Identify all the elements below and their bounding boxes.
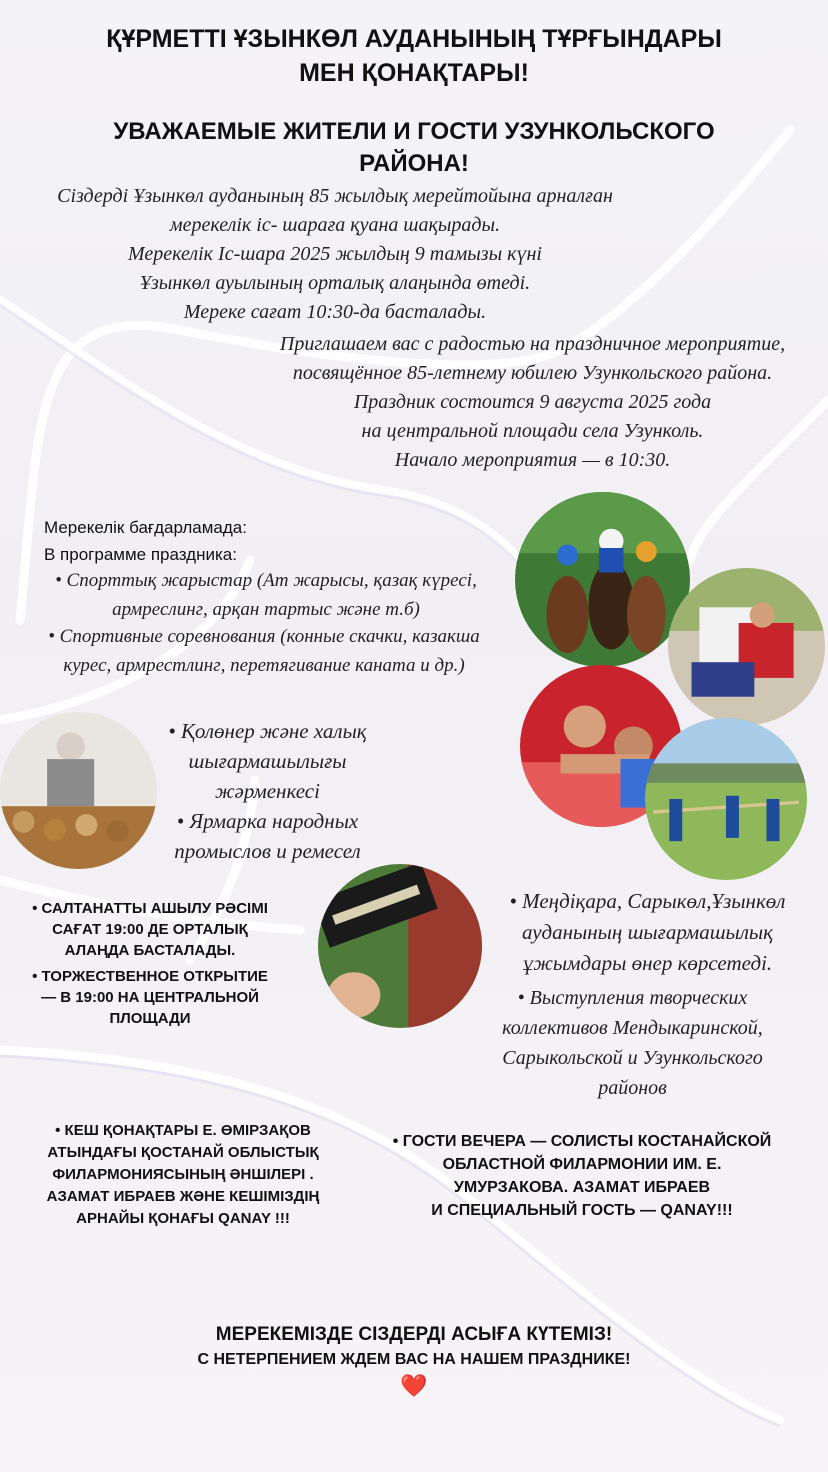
guests-ru-line: УМУРЗАКОВА. АЗАМАТ ИБРАЕВ bbox=[453, 1179, 711, 1196]
opening-ceremony-russian bbox=[10, 966, 290, 1029]
crafts-kz-line: жәрменкесі bbox=[215, 779, 320, 803]
closing-message bbox=[0, 1322, 828, 1400]
perf-ru-line: районов bbox=[598, 1077, 667, 1099]
guests-ru-line: • ГОСТИ ВЕЧЕРА — СОЛИСТЫ КОСТАНАЙСКОЙ bbox=[392, 1133, 772, 1150]
program-heading-ru: В программе праздника: bbox=[44, 545, 237, 564]
performances-russian bbox=[460, 983, 805, 1103]
invite-kz-line: Мереке сағат 10:30-да басталады. bbox=[183, 301, 487, 323]
crafts-kz-line: • Қолөнер және халық bbox=[168, 719, 367, 743]
invitation-russian bbox=[240, 330, 825, 475]
title-kz-line-2: МЕН ҚОНАҚТАРЫ! bbox=[299, 59, 529, 87]
sports-list-kazakh bbox=[6, 566, 526, 624]
invite-kz-line: Сіздерді Ұзынкөл ауданының 85 жылдық мерейтойына арналған bbox=[57, 185, 613, 207]
sports-kz-line: армреслинг, арқан тартыс және т.б) bbox=[112, 599, 420, 620]
perf-ru-line: Сарыкольской и Узункольского bbox=[502, 1047, 763, 1069]
wrestling-photo bbox=[668, 568, 825, 725]
title-ru-line-1: УВАЖАЕМЫЕ ЖИТЕЛИ И ГОСТИ УЗУНКОЛЬСКОГО bbox=[113, 118, 715, 145]
invite-ru-line: Праздник состоится 9 августа 2025 года bbox=[353, 391, 712, 413]
invite-ru-line: на центральной площади села Узунколь. bbox=[361, 420, 704, 442]
guests-kz-line: АЗАМАТ ИБРАЕВ ЖӘНЕ КЕШІМІЗДІҢ bbox=[46, 1188, 320, 1205]
horse-race-photo bbox=[515, 492, 690, 667]
guests-kz-line: ФИЛАРМОНИЯСЫНЫҢ ӘНШІЛЕРІ . bbox=[52, 1166, 314, 1183]
opening-ru-line: ПЛОЩАДИ bbox=[109, 1010, 191, 1027]
sports-list-russian bbox=[4, 622, 524, 680]
evening-guests-kazakh bbox=[18, 1120, 348, 1230]
crafts-kz-line: шығармашылығы bbox=[188, 749, 347, 773]
performances-kazakh bbox=[470, 886, 825, 979]
opening-kz-line: САҒАТ 19:00 ДЕ ОРТАЛЫҚ bbox=[52, 921, 248, 938]
closing-ru: С НЕТЕРПЕНИЕМ ЖДЕМ ВАС НА НАШЕМ ПРАЗДНИКЕ! bbox=[197, 1351, 631, 1368]
opening-kz-line: • САЛТАНАТТЫ АШЫЛУ РӘСІМІ bbox=[32, 900, 268, 917]
crafts-fair-photo bbox=[0, 712, 157, 869]
program-heading-kz: Мерекелік бағдарламада: bbox=[44, 518, 247, 537]
crafts-ru-line: промыслов и ремесел bbox=[174, 839, 361, 863]
evening-guests-russian bbox=[372, 1130, 792, 1222]
crafts-ru-line: • Ярмарка народных bbox=[176, 809, 359, 833]
opening-ru-line: — В 19:00 НА ЦЕНТРАЛЬНОЙ bbox=[41, 989, 259, 1006]
guests-ru-line: ОБЛАСТНОЙ ФИЛАРМОНИИ ИМ. Е. bbox=[442, 1156, 722, 1173]
invitation-kazakh bbox=[10, 182, 660, 327]
invite-ru-line: Приглашаем вас с радостью на праздничное мероприятие, bbox=[279, 333, 786, 355]
guests-kz-line: • КЕШ ҚОНАҚТАРЫ Е. ӨМІРЗАҚОВ bbox=[55, 1122, 311, 1139]
perf-kz-line: ұжымдары өнер көрсетеді. bbox=[522, 951, 773, 975]
guests-ru-line: И СПЕЦИАЛЬНЫЙ ГОСТЬ — QANAY!!! bbox=[431, 1202, 733, 1219]
title-kazakh bbox=[60, 22, 768, 90]
title-kz-line-1: ҚҰРМЕТТІ ҰЗЫНКӨЛ АУДАНЫНЫҢ ТҰРҒЫНДАРЫ bbox=[106, 25, 722, 53]
invite-kz-line: мерекелік іс- шараға қуана шақырады. bbox=[169, 214, 501, 236]
title-ru-line-2: РАЙОНА! bbox=[359, 150, 469, 177]
guests-kz-line: АТЫНДАҒЫ ҚОСТАНАЙ ОБЛЫСТЫҚ bbox=[47, 1144, 319, 1161]
program-heading bbox=[44, 514, 344, 568]
guests-kz-line: АРНАЙЫ ҚОНАҒЫ QANAY !!! bbox=[76, 1210, 290, 1227]
closing-kz: МЕРЕКЕМІЗДЕ СІЗДЕРДІ АСЫҒА КҮТЕМІЗ! bbox=[215, 1324, 613, 1345]
perf-kz-line: ауданының шығармашылық bbox=[522, 920, 773, 944]
invite-kz-line: Ұзынкөл ауылының орталық алаңында өтеді. bbox=[139, 272, 531, 294]
tug-of-war-photo bbox=[645, 718, 807, 880]
sports-ru-line: • Спортивные соревнования (конные скачки, казакша bbox=[48, 626, 480, 647]
dombra-photo bbox=[318, 864, 482, 1028]
invite-ru-line: посвящённое 85-летнему юбилею Узункольского района. bbox=[292, 362, 773, 384]
crafts-fair-text bbox=[150, 716, 385, 866]
opening-ru-line: • ТОРЖЕСТВЕННОЕ ОТКРЫТИЕ bbox=[32, 968, 268, 985]
invite-kz-line: Мерекелік Іс-шара 2025 жылдың 9 тамызы күні bbox=[128, 243, 542, 265]
invite-ru-line: Начало мероприятия — в 10:30. bbox=[394, 449, 671, 471]
opening-ceremony-kazakh bbox=[10, 898, 290, 961]
title-russian bbox=[60, 116, 768, 180]
heart-icon: ❤️ bbox=[400, 1373, 428, 1398]
sports-ru-line: курес, армрестлинг, перетягивание каната и др.) bbox=[63, 655, 465, 676]
perf-ru-line: коллективов Мендыкаринской, bbox=[502, 1017, 763, 1039]
perf-kz-line: • Меңдіқара, Сарыкөл,Ұзынкөл bbox=[509, 889, 786, 913]
perf-ru-line: • Выступления творческих bbox=[517, 987, 748, 1009]
sports-kz-line: • Спорттық жарыстар (Ат жарысы, қазақ күресі, bbox=[55, 570, 477, 591]
opening-kz-line: АЛАҢДА БАСТАЛАДЫ. bbox=[64, 942, 236, 959]
